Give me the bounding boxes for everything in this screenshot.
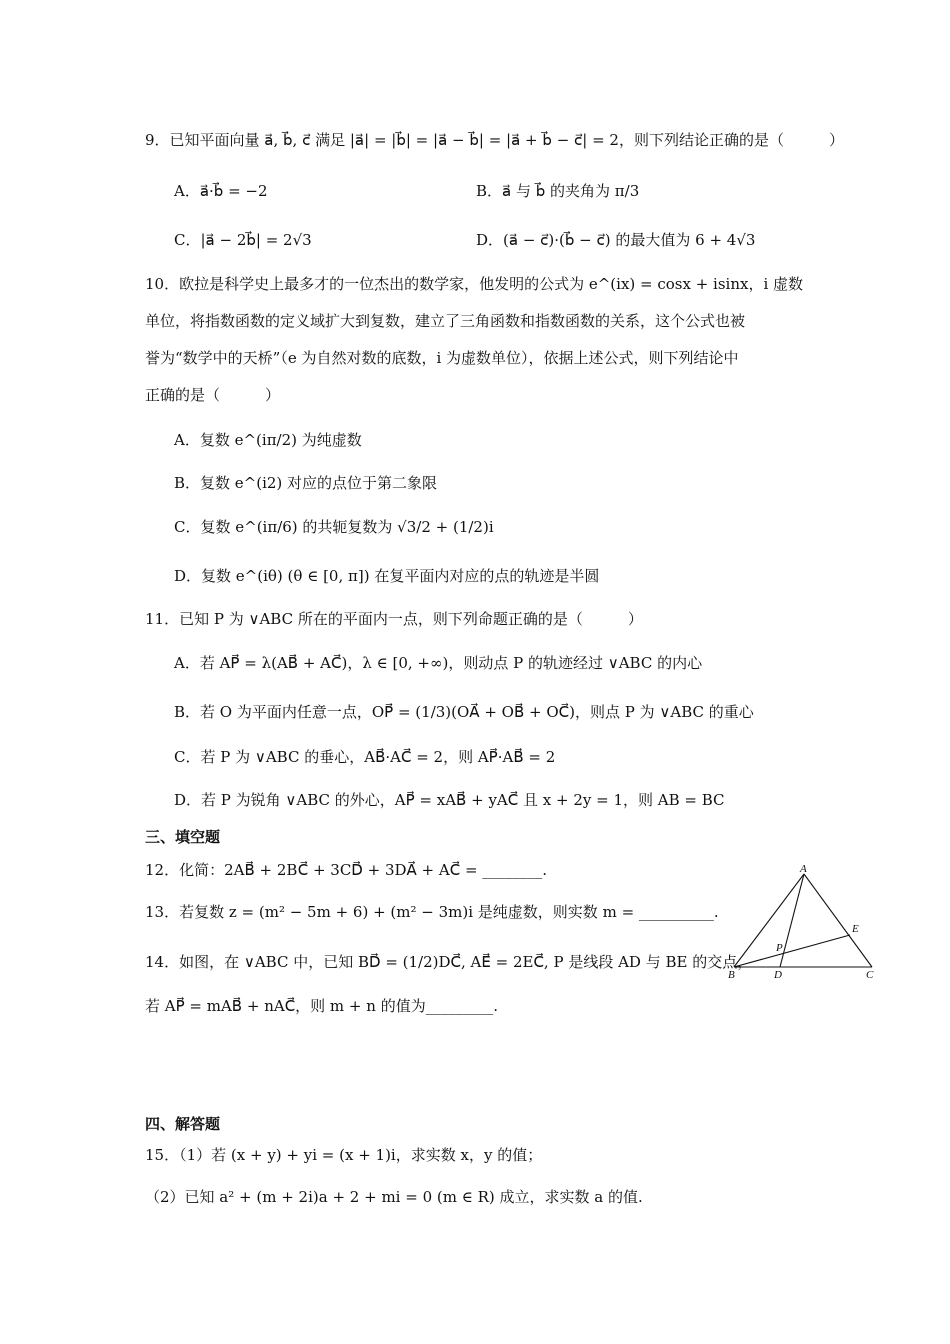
q11-option-c: C．若 P 为 ∨ABC 的垂心，AB⃗·AC⃗ = 2，则 AP⃗·AB⃗ = 2 [174,748,556,766]
q9-option-a: A．a⃗·b⃗ = −2 [174,182,268,200]
q11-option-b: B．若 O 为平面内任意一点，OP⃗ = (1/3)(OA⃗ + OB⃗ + OC⃗)，则点 P 为 ∨ABC 的重心 [174,703,754,721]
q15-part-2: （2）已知 a² + (m + 2i)a + 2 + mi = 0 (m ∈ R) 成立，求实数 a 的值. [145,1188,643,1206]
section-heading-solve: 四、解答题 [145,1115,221,1133]
q10-line-2: 单位，将指数函数的定义域扩大到复数，建立了三角函数和指数函数的关系，这个公式也被 [145,312,746,330]
q9-option-c: C．|a⃗ − 2b⃗| = 2√3 [174,231,312,249]
label-c: C [866,969,874,981]
q15-part-1: 15．（1）若 (x + y) + yi = (x + 1)i，求实数 x，y 的值； [145,1146,543,1164]
q9-option-d: D．(a⃗ − c⃗)·(b⃗ − c⃗) 的最大值为 6 + 4√3 [476,231,756,249]
q11-option-a: A．若 AP⃗ = λ(AB⃗ + AC⃗)，λ ∈ [0, +∞)，则动点 P 的轨迹经过 ∨ABC 的内心 [174,654,703,672]
q10-line-3: 誉为“数学中的天桥”（e 为自然对数的底数，i 为虚数单位），依据上述公式，则下列结论中 [145,349,739,367]
side-ac [804,874,872,967]
q10-line-1: 10．欧拉是科学史上最多才的一位杰出的数学家，他发明的公式为 e^(ix) = cosx + isinx，i 虚数 [145,275,804,293]
q10-option-b: B．复数 e^(i2) 对应的点位于第二象限 [174,474,438,492]
q9-option-b: B．a⃗ 与 b⃗ 的夹角为 π/3 [476,182,640,200]
q10-line-4: 正确的是（ ） [145,386,281,404]
label-p: P [776,942,783,954]
label-b: B [728,969,735,981]
label-a: A [800,863,807,875]
q14-line-1: 14．如图，在 ∨ABC 中，已知 BD⃗ = (1/2)DC⃗, AE⃗ = 2EC⃗, P 是线段 AD 与 BE 的交点， [145,953,753,971]
q10-option-a: A．复数 e^(iπ/2) 为纯虚数 [174,431,362,449]
side-ab [734,874,804,967]
q10-option-c: C．复数 e^(iπ/6) 的共轭复数为 √3/2 + (1/2)i [174,518,494,536]
q11-option-d: D．若 P 为锐角 ∨ABC 的外心，AP⃗ = xAB⃗ + yAC⃗ 且 x + 2y = 1，则 AB = BC [174,791,725,809]
q11-stem: 11．已知 P 为 ∨ABC 所在的平面内一点，则下列命题正确的是（ ） [145,610,643,628]
q10-option-d: D．复数 e^(iθ) (θ ∈ [0, π]) 在复平面内对应的点的轨迹是半圆 [174,567,600,585]
section-heading-fill-in: 三、填空题 [145,828,221,846]
label-e: E [852,923,859,935]
q9-stem: 9．已知平面向量 a⃗, b⃗, c⃗ 满足 |a⃗| = |b⃗| = |a⃗ − b⃗| = |a⃗ + b⃗ − c⃗| = 2，则下列结论正确的是（ ） [145,131,844,149]
q12: 12．化简：2AB⃗ + 2BC⃗ + 3CD⃗ + 3DA⃗ + AC⃗ = ________. [145,861,548,879]
segment-be [734,935,850,967]
q14-line-2: 若 AP⃗ = mAB⃗ + nAC⃗，则 m + n 的值为_________. [145,997,498,1015]
triangle-figure [726,862,880,984]
label-d: D [774,969,782,981]
q13: 13．若复数 z = (m² − 5m + 6) + (m² − 3m)i 是纯虚数，则实数 m = __________. [145,903,719,921]
